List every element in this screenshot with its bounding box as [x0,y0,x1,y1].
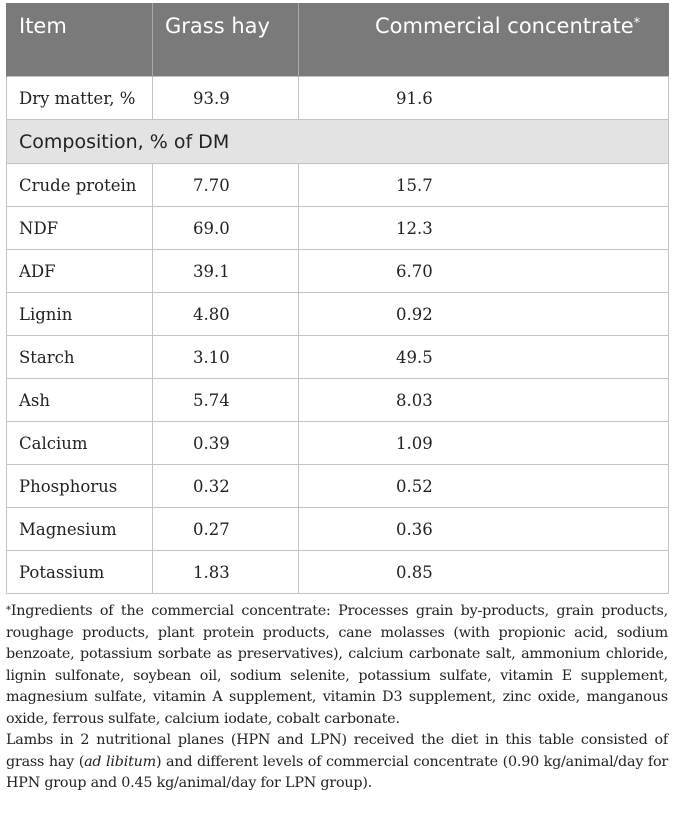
cell-concentrate: 0.36 [299,508,669,551]
section-label: Composition, % of DM [7,120,669,164]
feed-composition-table-container [6,3,668,795]
cell-item: Starch [7,336,153,379]
cell-concentrate: 0.52 [299,465,669,508]
cell-item: ADF [7,250,153,293]
cell-item: Lignin [7,293,153,336]
header-grass-hay: Grass hay [153,3,299,77]
cell-grass-hay: 39.1 [153,250,299,293]
table-row [7,250,669,293]
table-row [7,508,669,551]
cell-item: Magnesium [7,508,153,551]
cell-grass-hay: 93.9 [153,77,299,120]
cell-item: NDF [7,207,153,250]
cell-concentrate: 8.03 [299,379,669,422]
cell-grass-hay: 4.80 [153,293,299,336]
footnote-marker: * [6,605,11,616]
table-row-dry-matter [7,77,669,120]
ad-libitum-text: ad libitum [84,753,157,770]
cell-grass-hay: 7.70 [153,164,299,207]
table-footnotes [6,601,668,795]
cell-concentrate: 6.70 [299,250,669,293]
cell-concentrate: 15.7 [299,164,669,207]
feed-composition-table [6,3,669,594]
table-row [7,551,669,594]
cell-item: Calcium [7,422,153,465]
cell-grass-hay: 0.39 [153,422,299,465]
cell-concentrate: 0.85 [299,551,669,594]
table-row [7,336,669,379]
table-row [7,422,669,465]
table-row [7,465,669,508]
table-row [7,379,669,422]
cell-item: Crude protein [7,164,153,207]
header-concentrate: Commercial concentrate* [299,3,669,77]
cell-concentrate: 1.09 [299,422,669,465]
cell-grass-hay: 69.0 [153,207,299,250]
cell-item: Potassium [7,551,153,594]
cell-grass-hay: 0.27 [153,508,299,551]
cell-item: Phosphorus [7,465,153,508]
ingredients-footnote: *Ingredients of the commercial concentrate: Processes grain by-products, grain products, roughage products, plant protein products, cane molasses (with propionic acid, sodium benzoate, potassium sorbate as preservatives), calcium carbonate salt, ammonium chloride, lignin sulfonate, soybean oil, sodium selenite, potassium sulfate, vitamin E supplement, magnesium sulfate, vitamin A supplement, vitamin D3 supplement, zinc oxide, manganous oxide, ferrous sulfate, calcium iodate, cobalt carbonate. [6,603,668,727]
cell-item: Ash [7,379,153,422]
header-item: Item [7,3,153,77]
cell-concentrate: 49.5 [299,336,669,379]
section-row-composition [7,120,669,164]
table-row [7,164,669,207]
cell-item: Dry matter, % [7,77,153,120]
cell-grass-hay: 0.32 [153,465,299,508]
cell-grass-hay: 1.83 [153,551,299,594]
diet-footnote: Lambs in 2 nutritional planes (HPN and LPN) received the diet in this table consisted of grass hay (ad libitum) and different levels of commercial concentrate (0.90 kg/animal/day for HPN group and 0.45 kg/animal/day for LPN group). [6,732,668,791]
cell-grass-hay: 3.10 [153,336,299,379]
cell-concentrate: 91.6 [299,77,669,120]
header-row [7,3,669,77]
cell-concentrate: 0.92 [299,293,669,336]
cell-concentrate: 12.3 [299,207,669,250]
cell-grass-hay: 5.74 [153,379,299,422]
footnote-marker: * [633,16,641,31]
table-row [7,207,669,250]
table-row [7,293,669,336]
